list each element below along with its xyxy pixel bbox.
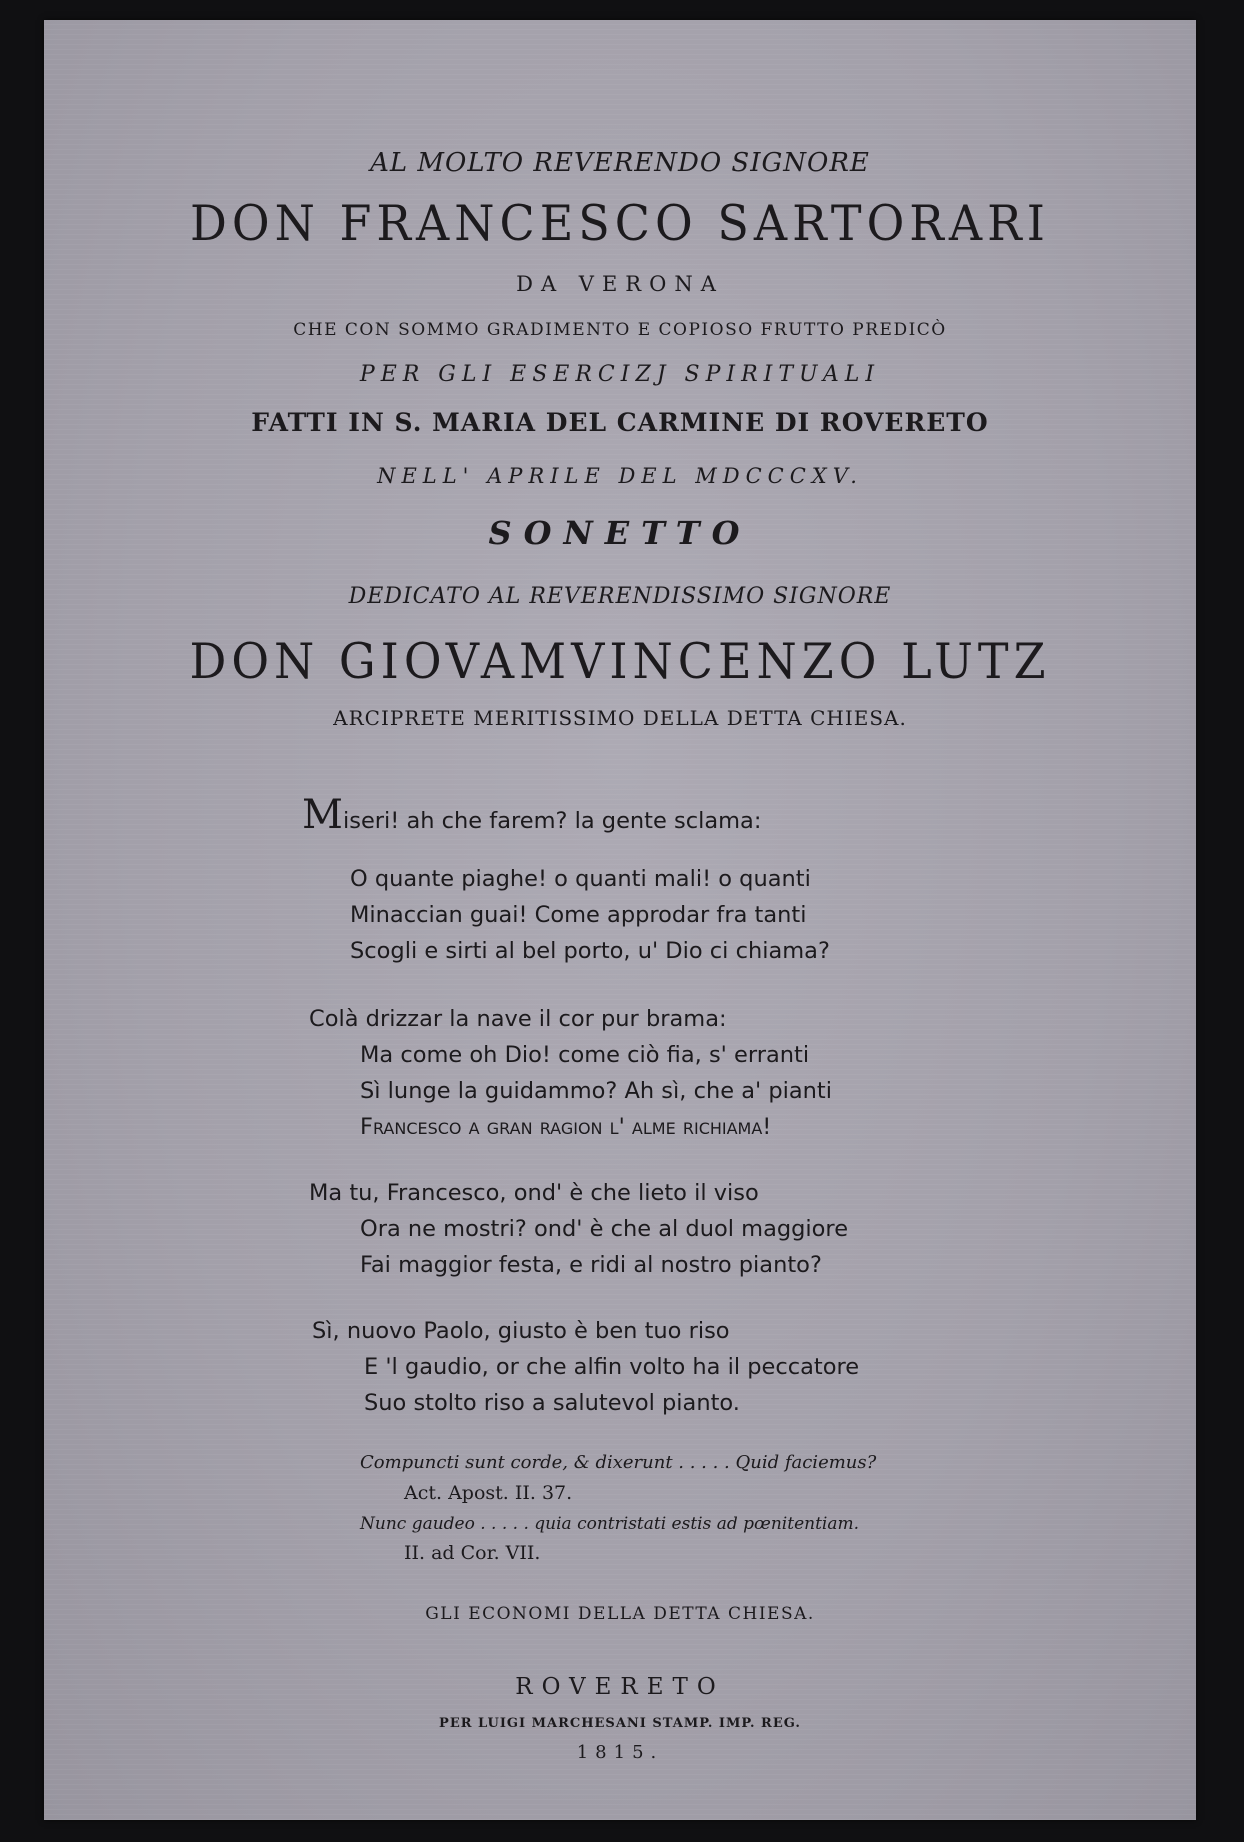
broadside-sheet — [44, 20, 1196, 1820]
church-line: FATTI IN S. MARIA DEL CARMINE DI ROVERETO — [251, 408, 989, 437]
dedication-line: DEDICATO AL REVERENDISSIMO SIGNORE — [348, 584, 892, 609]
sonnet-line: Ma tu, Francesco, ond' è che lieto il viso — [309, 1180, 759, 1206]
drop-cap: M — [302, 792, 343, 838]
sonnet-line: Ora ne mostri? ond' è che al duol maggiore — [360, 1216, 849, 1242]
sonnet-line: Suo stolto riso a salutevol pianto. — [364, 1390, 740, 1416]
recipient-name: DON GIOVAMVINCENZO LUTZ — [189, 632, 1051, 690]
sonnet-line: Scogli e sirti al bel porto, u' Dio ci chiama? — [350, 938, 830, 964]
citation-quote-2: Nunc gaudeo . . . . . quia contristati estis ad pœnitentiam. — [360, 1514, 860, 1534]
sonnet-line: Minaccian guai! Come approdar fra tanti — [350, 902, 807, 928]
genre-title: SONETTO — [488, 514, 752, 552]
sonnet-line: O quante piaghe! o quanti mali! o quanti — [350, 866, 811, 892]
sonnet-line: Fai maggior festa, e ridi al nostro pianto? — [360, 1252, 822, 1278]
dedicatee-name: DON FRANCESCO SARTORARI — [190, 194, 1050, 252]
preaching-line: CHE CON SOMMO GRADIMENTO E COPIOSO FRUTTO PREDICÒ — [293, 320, 947, 340]
sonnet-line: Colà drizzar la nave il cor pur brama: — [309, 1006, 727, 1032]
origin-line: DA VERONA — [516, 272, 724, 296]
exercises-line: PER GLI ESERCIZJ SPIRITUALI — [359, 362, 881, 387]
sonnet-line: E 'l gaudio, or che alfin volto ha il peccatore — [364, 1354, 860, 1380]
imprint-printer: PER LUIGI MARCHESANI STAMP. IMP. REG. — [439, 1716, 801, 1731]
sonnet-line-1 — [302, 792, 761, 838]
sonnet-line: Sì, nuovo Paolo, giusto è ben tuo riso — [312, 1318, 730, 1344]
signature-line: GLI ECONOMI DELLA DETTA CHIESA. — [425, 1604, 815, 1624]
sonnet-line-1-text: iseri! ah che farem? la gente sclama: — [342, 808, 762, 834]
citation-quote-1: Compuncti sunt corde, & dixerunt . . . . . Quid faciemus? — [360, 1452, 877, 1473]
imprint-city: ROVERETO — [515, 1674, 725, 1700]
sonnet-line: Ma come oh Dio! come ciò fia, s' erranti — [360, 1042, 810, 1068]
dedicatee-title: AL MOLTO REVERENDO SIGNORE — [370, 148, 870, 178]
date-line: NELL' APRILE DEL MDCCCXV. — [377, 464, 863, 488]
citation-reference-1: Act. Apost. II. 37. — [404, 1482, 573, 1504]
recipient-role: ARCIPRETE MERITISSIMO DELLA DETTA CHIESA. — [333, 706, 907, 730]
imprint-year: 1815. — [576, 1742, 664, 1763]
sonnet-line: Sì lunge la guidammo? Ah sì, che a' pianti — [360, 1078, 832, 1104]
citation-reference-2: II. ad Cor. VII. — [404, 1542, 541, 1564]
sonnet-line: Francesco a gran ragion l' alme richiama! — [360, 1114, 772, 1140]
